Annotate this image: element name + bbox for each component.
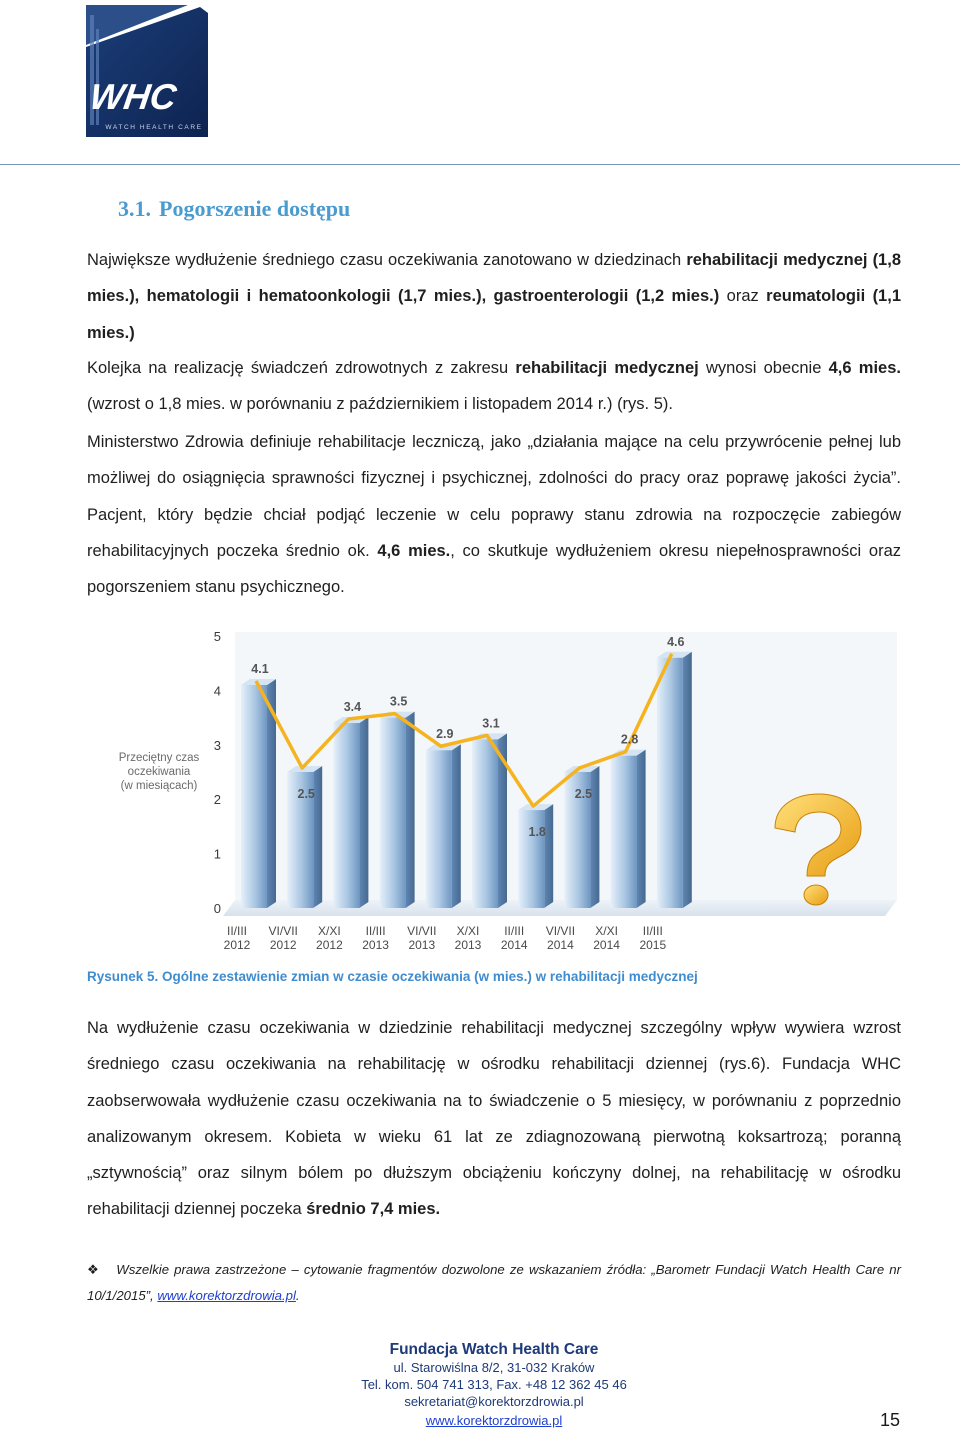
x-tick-label: II/III [365, 924, 386, 938]
value-label: 2.5 [574, 787, 593, 801]
footer-org: Fundacja Watch Health Care [389, 1341, 599, 1358]
bar [426, 744, 461, 908]
x-tick-label: VI/VII [407, 924, 437, 938]
bar-front [380, 718, 406, 908]
logo-mark: WHC [87, 76, 179, 117]
paragraph-3 [87, 424, 901, 605]
bar-side [406, 712, 415, 908]
p3-text: Ministerstwo Zdrowia definiuje rehabilitacje leczniczą, jako „działania mające na celu przywrócenie pełnej lub możliwej do osiągnięcia sprawności fizycznej i psychicznej, zdolności do pracy oraz poprawę jakości życia”. Pacjent, który będzie chciał podjąć leczenie w celu poprawy stanu zdrowia na rozpoczęcie zabiegów rehabilitacyjnych poczeka średnio ok. [87, 433, 901, 560]
p1-bold-1: rehabilitacji medycznej (1,8 mies.), hematologii i hematoonkologii (1,7 mies.), gastroenterologii (1,2 mies.) [87, 251, 901, 306]
x-tick-label: 2012 [316, 938, 343, 952]
x-tick-label: 2012 [223, 938, 251, 952]
bar-side [544, 804, 553, 908]
p1-bold-2: reumatologii (1,1 mies.) [87, 287, 901, 342]
footer-email[interactable]: sekretariat@korektorzdrowia.pl [404, 1394, 584, 1409]
whc-logo [80, 5, 215, 137]
y-tick-label: 1 [213, 846, 221, 862]
p2-text: Kolejka na realizację świadczeń zdrowotnych z zakresu [87, 359, 516, 377]
bar-side [637, 750, 646, 908]
p2-bold-2: 4,6 mies. [828, 359, 901, 377]
x-tick-label: 2014 [500, 938, 528, 952]
x-tick-label: 2014 [547, 938, 574, 952]
value-label: 4.1 [251, 661, 269, 676]
bar-front [426, 750, 452, 908]
x-tick-label: 2013 [408, 938, 436, 952]
p2-text-2: wynosi obecnie [698, 359, 829, 377]
y-tick-label: 4 [213, 683, 221, 699]
section-number: 3.1. [118, 196, 151, 221]
paragraph-1 [87, 242, 901, 351]
value-label: 1.8 [528, 825, 546, 840]
bar [241, 679, 276, 908]
y-label-line: (w miesiącach) [120, 780, 198, 792]
diamond-bullet-icon: ❖ [87, 1262, 101, 1277]
section-title-text: Pogorszenie dostępu [159, 196, 351, 221]
bar-front [241, 685, 267, 908]
copyright-footnote [87, 1257, 901, 1309]
bar [611, 750, 646, 908]
bar-side [452, 744, 461, 908]
x-tick-label: 2012 [269, 938, 297, 952]
page-footer [300, 1341, 688, 1429]
bar [518, 804, 553, 908]
p3-text-2: , co skutkuje wydłużeniem okresu niepełnosprawności oraz pogorszeniem stanu psychicznego. [87, 541, 901, 597]
y-tick-label: 2 [213, 792, 221, 808]
value-label: 2.8 [620, 732, 639, 747]
value-label: 3.4 [343, 700, 362, 715]
section-title [118, 196, 350, 222]
y-label-line: Przeciętny czas [118, 752, 200, 764]
value-label: 3.1 [482, 716, 500, 731]
x-tick-label: X/XI [456, 924, 480, 938]
y-tick-label: 0 [213, 901, 221, 916]
x-tick-label: II/III [642, 924, 663, 938]
paragraph-2 [87, 350, 901, 423]
p2-text-3: (wzrost o 1,8 mies. w porównaniu z październikiem i listopadem 2014 r.) (rys. 5). [87, 395, 673, 414]
bar [380, 712, 415, 908]
p2-bold-1: rehabilitacji medycznej [515, 359, 699, 377]
bar-front [657, 658, 683, 908]
chart-floor [223, 900, 897, 916]
waiting-time-chart [85, 618, 905, 958]
footnote-end: . [295, 1288, 300, 1303]
bar-side [683, 652, 692, 908]
footer-phone: Tel. kom. 504 741 313, Fax. +48 12 362 45 46 [361, 1377, 627, 1392]
paragraph-4 [87, 1010, 901, 1228]
y-label-line: oczekiwania [127, 766, 191, 778]
p1-text-2: oraz [719, 287, 767, 306]
x-tick-label: 2015 [639, 938, 667, 952]
p3-bold: 4,6 mies. [377, 541, 451, 560]
bar-front [333, 723, 359, 908]
x-tick-label: 2013 [362, 938, 389, 952]
x-tick-label: 2013 [454, 938, 482, 952]
caption-label: Rysunek 5. Ogólne zestawienie zmian w czasie oczekiwania (w mies.) [87, 969, 532, 984]
value-label: 2.5 [297, 787, 315, 801]
y-tick-label: 5 [213, 629, 221, 644]
y-axis-label [119, 752, 200, 792]
bar [333, 717, 368, 908]
bar [657, 652, 692, 908]
caption-rest: w rehabilitacji medycznej [531, 969, 698, 984]
p1-text: Największe wydłużenie średniego czasu oczekiwania zanotowano w dziedzinach [87, 251, 687, 269]
value-label: 2.9 [436, 727, 454, 742]
p4-bold: średnio 7,4 mies. [306, 1200, 441, 1219]
x-tick-label: 2014 [593, 938, 620, 952]
bar-front [472, 739, 498, 908]
x-tick-label: II/III [226, 924, 248, 938]
header-rule [0, 164, 960, 165]
x-tick-label: II/III [504, 924, 525, 938]
footer-website-link[interactable]: www.korektorzdrowia.pl [425, 1413, 563, 1428]
value-label: 4.6 [667, 634, 685, 649]
bar-front [611, 756, 637, 908]
x-tick-label: X/XI [595, 924, 618, 938]
x-tick-label: VI/VII [268, 924, 298, 938]
footer-address: ul. Starowiślna 8/2, 31-032 Kraków [393, 1360, 595, 1375]
footnote-text: Wszelkie prawa zastrzeżone – cytowanie fragmentów dozwolone ze wskazaniem źródła: „Barometr Fundacji Watch Health Care nr 10/1/2015”, [87, 1262, 902, 1303]
page-number: 15 [880, 1410, 901, 1430]
value-label: 3.5 [389, 694, 408, 709]
bar-side [359, 717, 368, 908]
logo-subtitle: WATCH HEALTH CARE [105, 124, 203, 131]
footnote-link[interactable]: www.korektorzdrowia.pl [157, 1288, 296, 1303]
y-tick-label: 3 [213, 737, 221, 753]
x-tick-label: X/XI [318, 924, 341, 938]
x-tick-label: VI/VII [545, 924, 576, 938]
figure-caption [87, 969, 698, 984]
p4-text: Na wydłużenie czasu oczekiwania w dziedzinie rehabilitacji medycznej szczególny wpływ wywiera wzrost średniego czasu oczekiwania na rehabilitację w ośrodku rehabilitacji dziennej (rys.6). Fundacja WHC zaobserwowała wydłużenie czasu oczekiwania na to świadczenie o 5 miesięcy, w porównaniu z poprzednio analizowanym okresem. Kobieta w wieku 61 lat ze zdiagnozowaną pierwotną koksartrozą; poranną „sztywnością” oraz silnym bólem po dłuższym obciążeniu kończyny dolnej, na rehabilitację w ośrodku rehabilitacji dziennej poczeka [87, 1019, 901, 1219]
